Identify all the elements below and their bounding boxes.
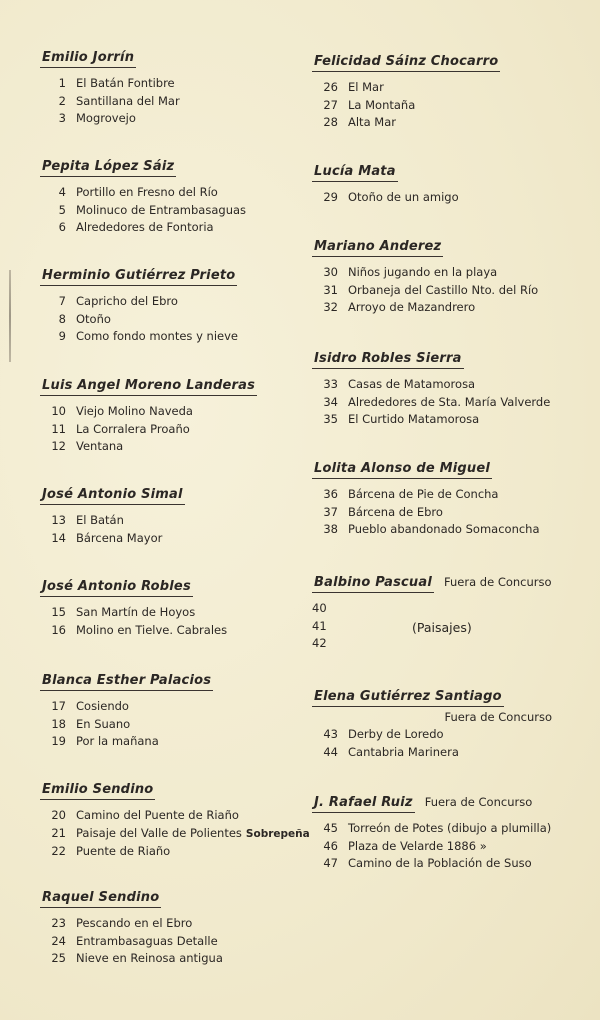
work-item: 7 Capricho del Ebro	[58, 294, 178, 308]
work-item: 32 Arroyo de Mazandrero	[323, 300, 476, 314]
work-item: 30 Niños jugando en la playa	[323, 265, 498, 279]
work-item: 12 Ventana	[51, 439, 124, 453]
artist-block	[40, 575, 290, 639]
artist-block	[312, 791, 592, 873]
work-item: 19 Por la mañana	[51, 734, 159, 748]
group-label: (Paisajes)	[412, 620, 472, 635]
work-item: 3 Mogrovejo	[58, 111, 136, 125]
works-list	[40, 604, 290, 639]
work-item: 44 Cantabria Marinera	[323, 744, 459, 759]
work-item: 36 Bárcena de Pie de Concha	[323, 487, 499, 501]
work-item: 38 Pueblo abandonado Somaconcha	[323, 522, 540, 536]
artist-name: Emilio Jorrín	[40, 50, 136, 68]
work-item: 2 Santillana del Mar	[58, 93, 180, 108]
work-item: 43 Derby de Loredo	[323, 727, 444, 741]
work-item: 35 El Curtido Matamorosa	[323, 412, 480, 426]
work-item: 31 Orbaneja del Castillo Nto. del Río	[323, 282, 539, 297]
work-item: 11 La Corralera Proaño	[51, 421, 190, 436]
artist-name: Raquel Sendino	[40, 890, 161, 908]
artist-name: J. Rafael Ruiz	[312, 795, 415, 813]
works-list	[312, 820, 592, 873]
artist-block	[40, 886, 290, 968]
artist-name: José Antonio Robles	[40, 579, 193, 597]
work-item: 47 Camino de la Población de Suso	[323, 856, 532, 870]
work-item: 45 Torreón de Potes (dibujo a plumilla)	[323, 821, 552, 835]
work-item: 13 El Batán	[51, 513, 124, 527]
artist-block	[312, 160, 592, 207]
work-item: 1 El Batán Fontibre	[58, 76, 175, 90]
artist-block	[40, 264, 290, 346]
work-item: 27 La Montaña	[323, 97, 416, 112]
artist-block	[40, 374, 290, 456]
work-item: 6 Alrededores de Fontoria	[58, 220, 214, 234]
work-item: 37 Bárcena de Ebro	[323, 504, 443, 519]
work-item: 14 Bárcena Mayor	[51, 530, 163, 545]
work-item: 26 El Mar	[323, 80, 384, 94]
note-out-of-competition: Fuera de Concurso	[444, 710, 552, 724]
work-item: 41	[312, 618, 327, 633]
artist-name: Emilio Sendino	[40, 782, 155, 800]
works-list	[40, 403, 290, 456]
work-item: 28 Alta Mar	[323, 115, 396, 129]
work-item: 16 Molino en Tielve. Cabrales	[51, 622, 228, 637]
work-item: 22 Puente de Riaño	[51, 844, 171, 858]
artist-block	[40, 155, 290, 237]
artist-name: Felicidad Sáinz Chocarro	[312, 54, 500, 72]
work-item: 18 En Suano	[51, 716, 131, 731]
artist-name: José Antonio Simal	[40, 487, 185, 505]
artist-name: Blanca Esther Palacios	[40, 673, 213, 691]
artist-name: Lolita Alonso de Miguel	[312, 461, 492, 479]
artist-block	[40, 778, 310, 861]
work-item: 46 Plaza de Velarde 1886 »	[323, 838, 487, 853]
artist-block	[312, 235, 592, 317]
works-list	[40, 184, 290, 237]
works-list	[40, 915, 290, 968]
work-item: 24 Entrambasaguas Detalle	[51, 933, 218, 948]
work-item: 17 Cosiendo	[51, 699, 129, 713]
work-item: 15 San Martín de Hoyos	[51, 605, 196, 619]
work-item: 23 Pescando en el Ebro	[51, 916, 193, 930]
artist-block	[312, 347, 592, 429]
work-item: 40	[312, 601, 327, 615]
work-item: 25 Nieve en Reinosa antigua	[51, 951, 223, 965]
artist-name: Luis Angel Moreno Landeras	[40, 378, 257, 396]
artist-name: Elena Gutiérrez Santiago	[312, 689, 504, 707]
work-item: 20 Camino del Puente de Riaño	[51, 808, 239, 822]
note-out-of-competition: Fuera de Concurso	[444, 575, 552, 589]
works-list	[312, 189, 592, 207]
work-item: 9 Como fondo montes y nieve	[58, 329, 238, 343]
paper-crease	[9, 270, 11, 362]
works-list	[40, 807, 310, 861]
works-list	[40, 512, 290, 547]
work-item: 33 Casas de Matamorosa	[323, 377, 476, 391]
works-list	[312, 79, 592, 132]
work-item: 10 Viejo Molino Naveda	[51, 404, 193, 418]
artist-name: Isidro Robles Sierra	[312, 351, 464, 369]
work-item: 4 Portillo en Fresno del Río	[58, 185, 218, 199]
work-item: 5 Molinuco de Entrambasaguas	[58, 202, 247, 217]
artist-name: Mariano Anderez	[312, 239, 443, 257]
works-list	[40, 75, 290, 128]
artist-block	[40, 46, 290, 128]
work-item: 29 Otoño de un amigo	[323, 190, 459, 204]
works-list	[40, 293, 290, 346]
artist-name: Balbino Pascual	[312, 575, 434, 593]
work-title-extra: Sobrepeña	[245, 827, 310, 840]
work-item: 8 Otoño	[58, 311, 111, 326]
note-out-of-competition: Fuera de Concurso	[424, 795, 533, 809]
artist-name: Lucía Mata	[312, 164, 398, 182]
works-list	[312, 486, 592, 539]
artist-block	[312, 50, 592, 132]
works-list	[40, 698, 290, 751]
works-list	[312, 264, 592, 317]
artist-block	[312, 685, 592, 761]
work-item: 34 Alrededores de Sta. María Valverde	[323, 394, 551, 409]
works-list	[312, 726, 592, 761]
artist-name: Pepita López Sáiz	[40, 159, 176, 177]
works-list	[312, 376, 592, 429]
work-item: 42	[312, 636, 327, 650]
artist-name: Herminio Gutiérrez Prieto	[40, 268, 237, 286]
artist-block	[40, 483, 290, 547]
artist-block	[312, 571, 592, 653]
work-item: 21 Paisaje del Valle de Polientes Sobrepeña	[51, 825, 310, 840]
artist-block	[40, 669, 290, 751]
artist-block	[312, 457, 592, 539]
